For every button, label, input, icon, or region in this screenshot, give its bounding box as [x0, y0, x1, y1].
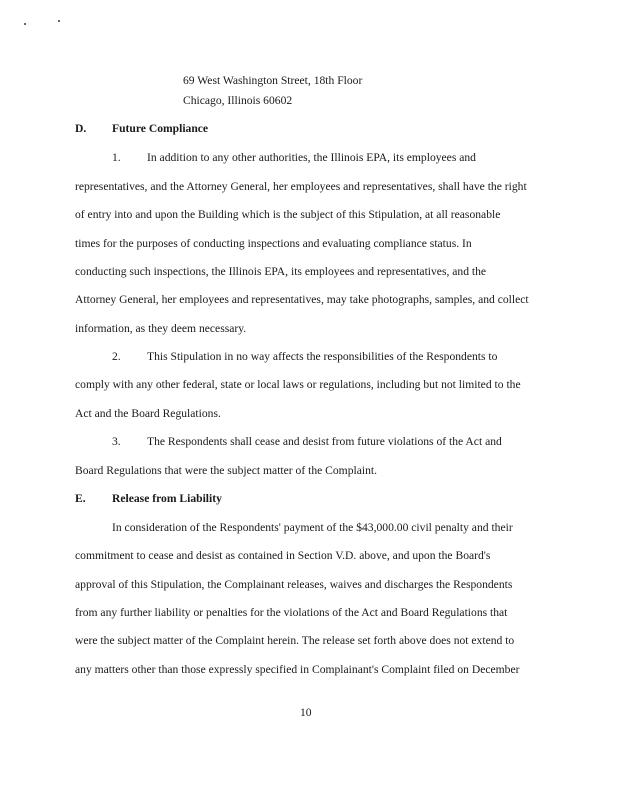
paragraph-number: 1.	[112, 151, 121, 164]
paragraph-line: In consideration of the Respondents' payment of the $43,000.00 civil penalty and their	[112, 521, 513, 534]
scan-speck	[24, 23, 26, 25]
section-d-heading: Future Compliance	[112, 122, 209, 135]
paragraph-line: information, as they deem necessary.	[75, 322, 247, 335]
paragraph-line: Attorney General, her employees and representatives, may take photographs, samples, and collect	[75, 293, 529, 306]
paragraph-line: comply with any other federal, state or local laws or regulations, including but not limited to the	[75, 378, 521, 391]
section-e-letter: E.	[75, 492, 86, 505]
paragraph-number: 3.	[112, 435, 121, 448]
paragraph-line: conducting such inspections, the Illinois EPA, its employees and representatives, and the	[75, 265, 487, 278]
section-d-letter: D.	[75, 122, 87, 135]
paragraph-number: 2.	[112, 350, 121, 363]
paragraph-line: times for the purposes of conducting inspections and evaluating compliance status. In	[75, 237, 472, 250]
address-line-1: 69 West Washington Street, 18th Floor	[183, 74, 363, 87]
scan-speck	[58, 20, 60, 22]
paragraph-line: from any further liability or penalties for the violations of the Act and Board Regulations that	[75, 606, 508, 619]
paragraph-line: The Respondents shall cease and desist from future violations of the Act and	[147, 435, 502, 448]
page-number: 10	[300, 706, 312, 719]
paragraph-line: Board Regulations that were the subject matter of the Complaint.	[75, 464, 378, 477]
paragraph-line: commitment to cease and desist as contained in Section V.D. above, and upon the Board's	[75, 549, 491, 562]
paragraph-line: Act and the Board Regulations.	[75, 407, 221, 420]
paragraph-line: representatives, and the Attorney General, her employees and representatives, shall have the right	[75, 180, 527, 193]
address-line-2: Chicago, Illinois 60602	[183, 94, 293, 107]
paragraph-line: of entry into and upon the Building which is the subject of this Stipulation, at all reasonable	[75, 208, 501, 221]
paragraph-line: any matters other than those expressly specified in Complainant's Complaint filed on December	[75, 663, 520, 676]
section-e-heading: Release from Liability	[112, 492, 222, 505]
paragraph-line: approval of this Stipulation, the Complainant releases, waives and discharges the Respondents	[75, 578, 513, 591]
paragraph-line: In addition to any other authorities, the Illinois EPA, its employees and	[147, 151, 476, 164]
paragraph-line: This Stipulation in no way affects the responsibilities of the Respondents to	[147, 350, 498, 363]
paragraph-line: were the subject matter of the Complaint herein. The release set forth above does not extend to	[75, 634, 515, 647]
